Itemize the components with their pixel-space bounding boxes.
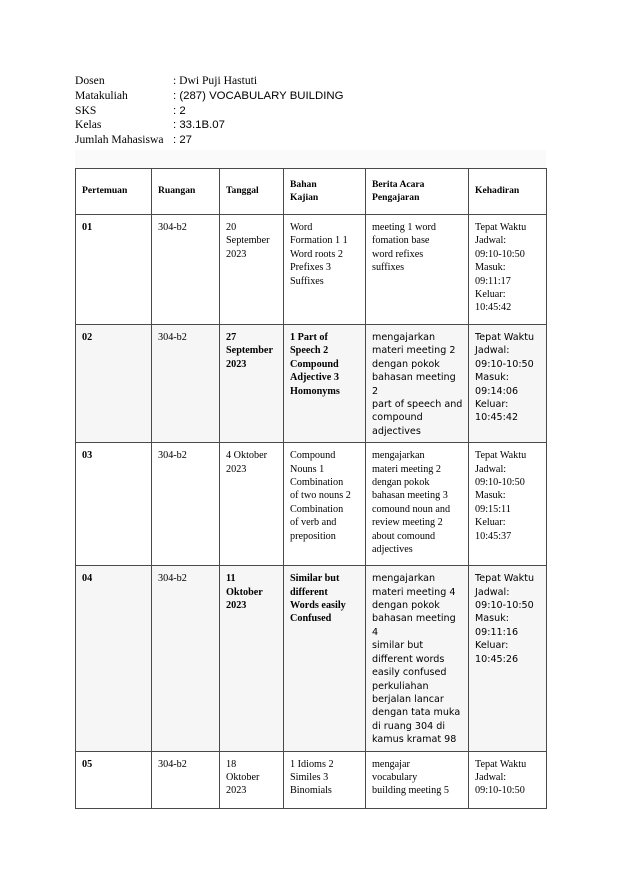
cell-berita-acara: mengajarkan materi meeting 2 dengan pokok bahasan meeting 3 comound noun and review meeting 2 about comound adjectives: [366, 443, 469, 566]
cell-ruangan: 304-b2: [152, 215, 220, 325]
cell-pertemuan: 02: [76, 325, 152, 443]
header-row-dosen: [75, 74, 344, 89]
cell-berita-acara: mengajarkan materi meeting 2 dengan pokok bahasan meeting 2 part of speech and compound adjectives: [366, 325, 469, 443]
cell-tanggal: 20 September 2023: [220, 215, 284, 325]
header-label: Kelas: [75, 118, 102, 132]
cell-kehadiran: Tepat Waktu Jadwal: 09:10-10:50 Masuk: 09:15:11 Keluar: 10:45:37: [469, 443, 547, 566]
header-row-matakuliah: [75, 89, 344, 104]
header-value: : Dwi Puji Hastuti: [173, 74, 258, 87]
cell-tanggal: 27 September 2023: [220, 325, 284, 443]
table-header-row: [76, 169, 547, 215]
cell-bahan-kajian: Compound Nouns 1 Combination of two nouns 2 Combination of verb and preposition: [284, 443, 366, 566]
table-row: [76, 566, 547, 751]
header-label: Jumlah Mahasiswa: [75, 133, 164, 147]
table-row: [76, 325, 547, 443]
cell-pertemuan: 03: [76, 443, 152, 566]
cell-tanggal: 18 Oktober 2023: [220, 751, 284, 808]
col-header-bahan-kajian: Bahan Kajian: [284, 169, 366, 215]
table-row: [76, 215, 547, 325]
header-label: Dosen: [75, 74, 105, 87]
cell-kehadiran: Tepat Waktu Jadwal: 09:10-10:50: [469, 751, 547, 808]
cell-ruangan: 304-b2: [152, 566, 220, 751]
cell-pertemuan: 01: [76, 215, 152, 325]
header-label: Matakuliah: [75, 88, 128, 102]
table-top-band: [75, 150, 546, 168]
header-row-jumlah-mahasiswa: [75, 133, 344, 148]
cell-tanggal: 4 Oktober 2023: [220, 443, 284, 566]
header-value: : (287) VOCABULARY BUILDING: [173, 89, 344, 102]
cell-berita-acara: mengajarkan materi meeting 4 dengan pokok bahasan meeting 4 similar but different words easily confused perkuliahan berjalan lancar dengan tata muka di ruang 304 di kamus kramat 98: [366, 566, 469, 751]
cell-bahan-kajian: Similar but different Words easily Confused: [284, 566, 366, 751]
cell-kehadiran: Tepat Waktu Jadwal: 09:10-10:50 Masuk: 09:11:16 Keluar: 10:45:26: [469, 566, 547, 751]
cell-kehadiran: Tepat Waktu Jadwal: 09:10-10:50 Masuk: 09:11:17 Keluar: 10:45:42: [469, 215, 547, 325]
attendance-table: [75, 168, 547, 809]
header-label: SKS: [75, 103, 97, 117]
cell-berita-acara: meeting 1 word fomation base word refixes suffixes: [366, 215, 469, 325]
header-row-sks: [75, 104, 344, 119]
cell-kehadiran: Tepat Waktu Jadwal: 09:10-10:50 Masuk: 09:14:06 Keluar: 10:45:42: [469, 325, 547, 443]
cell-ruangan: 304-b2: [152, 443, 220, 566]
header-value: : 2: [173, 104, 186, 117]
cell-pertemuan: 05: [76, 751, 152, 808]
cell-bahan-kajian: Word Formation 1 1 Word roots 2 Prefixes 3 Suffixes: [284, 215, 366, 325]
cell-ruangan: 304-b2: [152, 325, 220, 443]
header-row-kelas: [75, 118, 344, 133]
cell-bahan-kajian: 1 Idioms 2 Similes 3 Binomials: [284, 751, 366, 808]
table-row: [76, 443, 547, 566]
cell-tanggal: 11 Oktober 2023: [220, 566, 284, 751]
col-header-ruangan: Ruangan: [152, 169, 220, 215]
col-header-pertemuan: Pertemuan: [76, 169, 152, 215]
col-header-tanggal: Tanggal: [220, 169, 284, 215]
cell-pertemuan: 04: [76, 566, 152, 751]
header-value: : 33.1B.07: [173, 119, 225, 132]
cell-ruangan: 304-b2: [152, 751, 220, 808]
col-header-kehadiran: Kehadiran: [469, 169, 547, 215]
col-header-berita-acara: Berita Acara Pengajaran: [366, 169, 469, 215]
cell-bahan-kajian: 1 Part of Speech 2 Compound Adjective 3 Homonyms: [284, 325, 366, 443]
table-row: [76, 751, 547, 808]
cell-berita-acara: mengajar vocabulary building meeting 5: [366, 751, 469, 808]
header-value: : 27: [173, 134, 192, 147]
course-header: [75, 74, 344, 148]
